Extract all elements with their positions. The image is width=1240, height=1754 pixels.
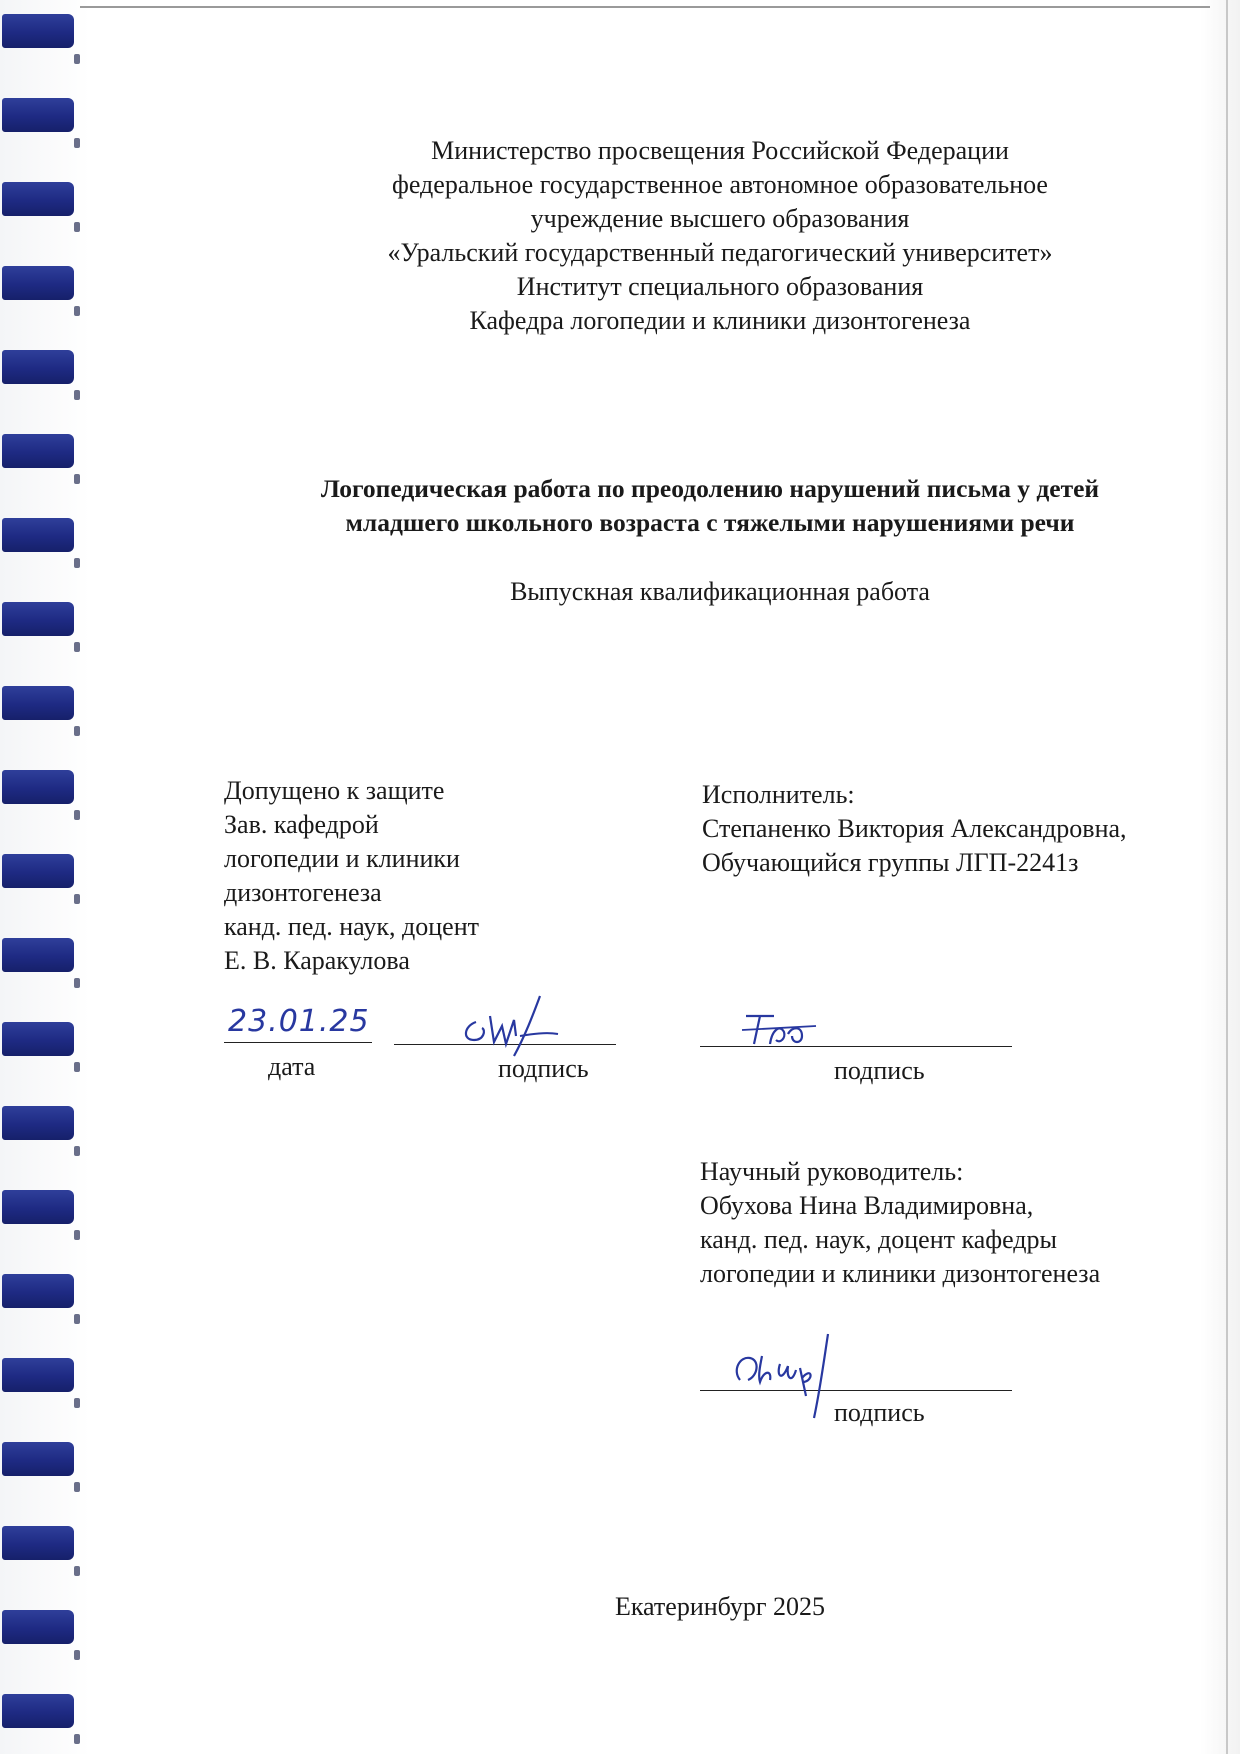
binding-ring-tip [74, 1650, 80, 1660]
binding-ring [2, 602, 74, 636]
header-line: «Уральский государственный педагогический университет» [387, 238, 1053, 267]
binding-ring-tip [74, 306, 80, 316]
binding-ring-tip [74, 474, 80, 484]
header-line: Министерство просвещения Российской Федерации [431, 136, 1009, 165]
binding-ring [2, 1022, 74, 1056]
binding-ring [2, 14, 74, 48]
binding-ring-tip [74, 1314, 80, 1324]
binding-ring [2, 770, 74, 804]
binding-ring [2, 1526, 74, 1560]
page-top-edge [80, 6, 1210, 8]
supervisor-line: канд. пед. наук, доцент кафедры [700, 1225, 1058, 1254]
binding-ring [2, 1190, 74, 1224]
binding-ring [2, 1358, 74, 1392]
executor-signature-caption: подпись [834, 1056, 925, 1085]
admission-line: Допущено к защите [224, 776, 445, 805]
thesis-title [240, 472, 1180, 540]
header-line: Кафедра логопедии и клиники дизонтогенеза [469, 306, 971, 335]
title-line: младшего школьного возраста с тяжелыми нарушениями речи [345, 508, 1075, 537]
binding-ring [2, 854, 74, 888]
institution-header [260, 134, 1180, 338]
city-year: Екатеринбург 2025 [614, 1592, 826, 1621]
binding-ring-tip [74, 222, 80, 232]
binding-ring [2, 1442, 74, 1476]
supervisor-block [700, 1155, 1100, 1291]
binding-ring [2, 686, 74, 720]
admission-line: Е. В. Каракулова [224, 946, 410, 975]
binding-ring-tip [74, 1566, 80, 1576]
header-line: учреждение высшего образования [530, 204, 910, 233]
header-line: Институт специального образования [516, 272, 924, 301]
admission-line: Зав. кафедрой [224, 810, 379, 839]
binding-ring-tip [74, 810, 80, 820]
binding-ring [2, 1694, 74, 1728]
binding-ring-tip [74, 138, 80, 148]
binding-ring-tip [74, 978, 80, 988]
handwritten-date: 23.01.25 [228, 1004, 370, 1039]
executor-line: Исполнитель: [702, 780, 855, 809]
admission-block [224, 774, 479, 978]
binding-ring [2, 1274, 74, 1308]
binding-ring [2, 518, 74, 552]
binding-ring [2, 266, 74, 300]
admission-line: дизонтогенеза [224, 878, 382, 907]
binding-ring-tip [74, 558, 80, 568]
document-type: Выпускная квалификационная работа [510, 577, 930, 606]
binding-ring-tip [74, 894, 80, 904]
binding-ring-tip [74, 726, 80, 736]
admission-line: логопедии и клиники [224, 844, 460, 873]
supervisor-line: Научный руководитель: [700, 1157, 964, 1186]
binding-ring [2, 182, 74, 216]
page-right-edge [1226, 0, 1228, 1754]
date-line [224, 1042, 372, 1043]
binding-ring-tip [74, 390, 80, 400]
title-line: Логопедическая работа по преодолению нарушений письма у детей [320, 474, 1100, 503]
binding-ring-tip [74, 1734, 80, 1744]
binding-ring [2, 1106, 74, 1140]
header-line: федеральное государственное автономное образовательное [392, 170, 1048, 199]
binding-ring-tip [74, 1398, 80, 1408]
binding-ring-tip [74, 1482, 80, 1492]
binding-ring [2, 98, 74, 132]
supervisor-line: Обухова Нина Владимировна, [700, 1191, 1034, 1220]
spiral-binding [0, 0, 80, 1754]
executor-block [702, 778, 1127, 880]
admission-line: канд. пед. наук, доцент [224, 912, 479, 941]
executor-line: Степаненко Виктория Александровна, [702, 814, 1127, 843]
executor-line: Обучающийся группы ЛГП-2241з [702, 848, 1079, 877]
supervisor-signature-caption: подпись [834, 1398, 925, 1427]
binding-ring-tip [74, 1230, 80, 1240]
binding-ring-tip [74, 1146, 80, 1156]
binding-ring [2, 350, 74, 384]
binding-ring [2, 938, 74, 972]
binding-ring [2, 434, 74, 468]
binding-ring-tip [74, 54, 80, 64]
head-signature-caption: подпись [498, 1054, 589, 1083]
binding-ring-tip [74, 642, 80, 652]
binding-ring-tip [74, 1062, 80, 1072]
binding-ring [2, 1610, 74, 1644]
supervisor-line: логопедии и клиники дизонтогенеза [700, 1259, 1101, 1288]
date-caption: дата [268, 1052, 316, 1081]
